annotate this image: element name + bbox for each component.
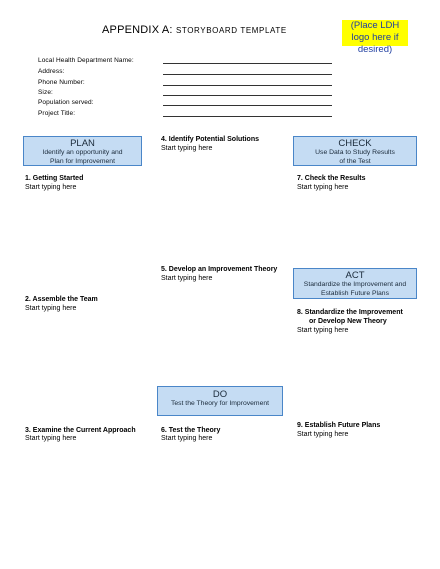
- field-input-address[interactable]: [163, 74, 332, 75]
- step-1-input[interactable]: Start typing here: [25, 184, 77, 191]
- step-2-title: 2. Assemble the Team: [25, 296, 98, 303]
- act-text-1: Standardize the Improvement and: [303, 281, 407, 288]
- field-input-size[interactable]: [163, 95, 332, 96]
- field-input-phone[interactable]: [163, 85, 332, 86]
- plan-text-2: Plan for Improvement: [50, 157, 115, 165]
- field-label-phone: Phone Number:: [38, 79, 85, 86]
- step-9-input[interactable]: Start typing here: [297, 431, 349, 438]
- field-label-department: Local Health Department Name:: [38, 57, 134, 64]
- logo-placeholder[interactable]: (Place LDH logo here if desired): [342, 20, 408, 46]
- appendix-label: APPENDIX A:: [102, 24, 173, 36]
- act-text-2: Establish Future Plans: [320, 289, 389, 297]
- check-text-1: Use Data to Study Results: [315, 149, 395, 156]
- plan-text-1: Identify an opportunity and: [42, 149, 123, 156]
- check-box: [293, 136, 417, 166]
- step-8-title-line-2: or Develop New Theory: [309, 318, 387, 325]
- act-box: [293, 268, 417, 299]
- field-label-project-title: Project Title:: [38, 110, 76, 117]
- act-title: ACT: [345, 270, 365, 281]
- page-title: [102, 24, 287, 36]
- plan-box: [23, 136, 142, 166]
- check-text-2: of the Test: [339, 157, 371, 165]
- do-title: DO: [212, 389, 228, 400]
- do-box: [157, 386, 283, 416]
- template-subtitle: STORYBOARD TEMPLATE: [175, 26, 287, 35]
- field-input-project-title[interactable]: [163, 116, 332, 117]
- step-5-title: 5. Develop an Improvement Theory: [161, 266, 278, 273]
- field-label-population: Population served:: [38, 99, 94, 106]
- step-6-input[interactable]: Start typing here: [161, 435, 213, 442]
- step-7-input[interactable]: Start typing here: [297, 184, 349, 191]
- field-label-address: Address:: [38, 68, 65, 75]
- step-6-title: 6. Test the Theory: [161, 427, 221, 434]
- check-title: CHECK: [338, 138, 372, 149]
- step-5-input[interactable]: Start typing here: [161, 275, 213, 282]
- step-8-title-line-1: 8. Standardize the Improvement: [297, 309, 403, 316]
- step-8-input[interactable]: Start typing here: [297, 327, 349, 334]
- step-3-input[interactable]: Start typing here: [25, 435, 77, 442]
- step-1-title: 1. Getting Started: [25, 175, 84, 182]
- plan-title: PLAN: [70, 138, 95, 149]
- step-3-title: 3. Examine the Current Approach: [25, 427, 136, 434]
- step-2-input[interactable]: Start typing here: [25, 305, 77, 312]
- step-9-title: 9. Establish Future Plans: [297, 422, 381, 429]
- step-4-title: 4. Identify Potential Solutions: [161, 136, 260, 143]
- step-7-title: 7. Check the Results: [297, 175, 366, 182]
- field-input-population[interactable]: [163, 105, 332, 106]
- do-text: Test the Theory for Improvement: [170, 400, 270, 407]
- field-input-department[interactable]: [163, 63, 332, 64]
- field-label-size: Size:: [38, 89, 53, 96]
- step-4-input[interactable]: Start typing here: [161, 145, 213, 152]
